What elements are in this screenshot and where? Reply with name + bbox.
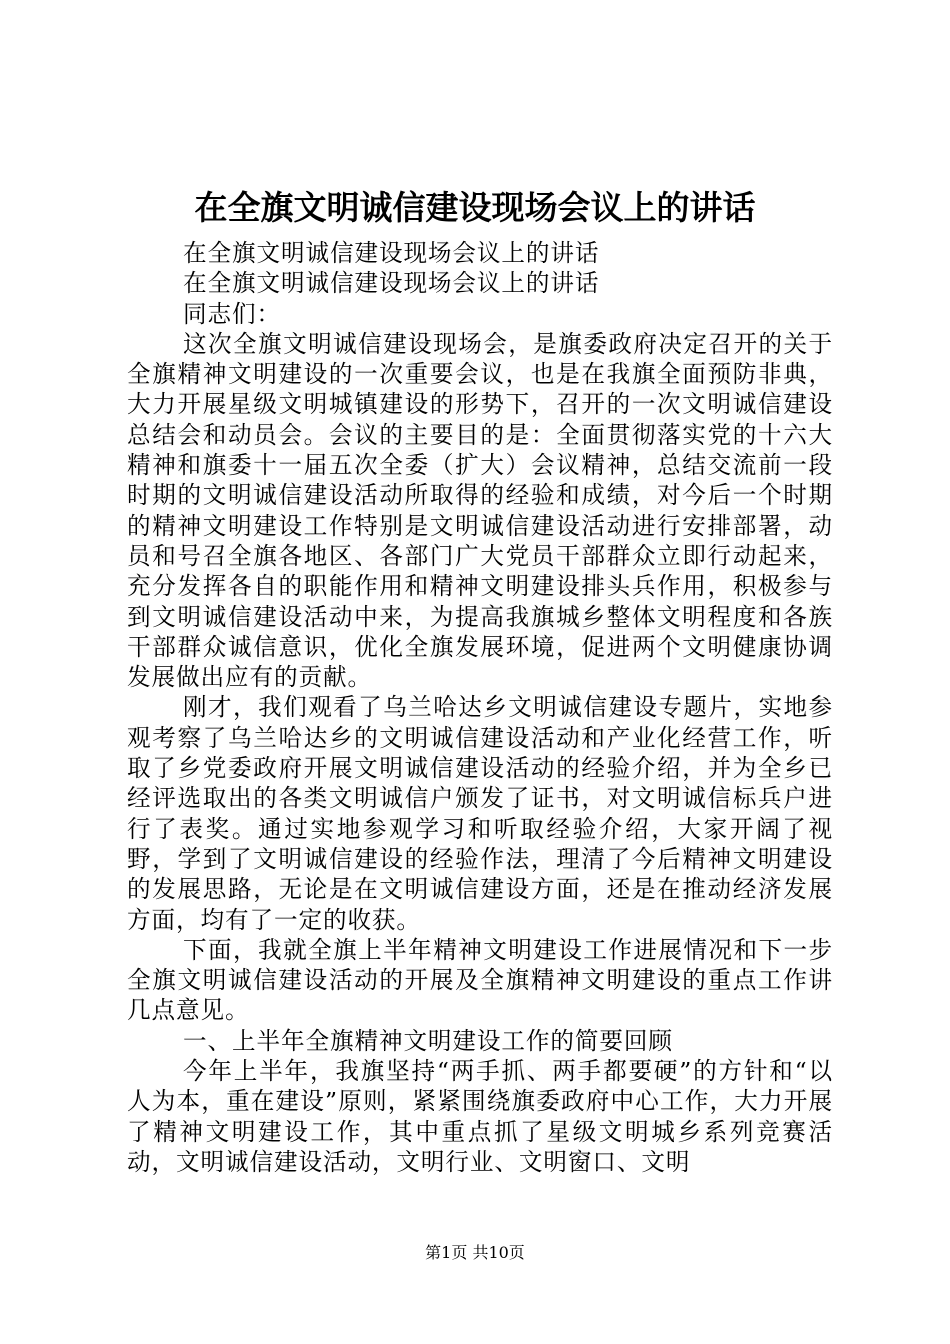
document-body (127, 238, 833, 1177)
body-paragraph: 这次全旗文明诚信建设现场会，是旗委政府决定召开的关于全旗精神文明建设的一次重要会议，也是在我旗全面预防非典，大力开展星级文明城镇建设的形势下，召开的一次文明诚信建设总结会和动员会。会议的主要目的是：全面贯彻落实党的十六大精神和旗委十一届五次全委（扩大）会议精神，总结交流前一段时期的文明诚信建设活动所取得的经验和成绩，对今后一个时期的精神文明建设工作特别是文明诚信建设活动进行安排部署，动员和号召全旗各地区、各部门广大党员干部群众立即行动起来，充分发挥各自的职能作用和精神文明建设排头兵作用，积极参与到文明诚信建设活动中来，为提高我旗城乡整体文明程度和各族干部群众诚信意识，优化全旗发展环境，促进两个文明健康协调发展做出应有的贡献。 (127, 329, 833, 692)
page-footer: 第1页 共10页 (425, 1243, 525, 1262)
body-paragraph: 下面，我就全旗上半年精神文明建设工作进展情况和下一步全旗文明诚信建设活动的开展及全旗精神文明建设的重点工作讲几点意见。 (127, 935, 833, 1025)
document-title: 在全旗文明诚信建设现场会议上的讲话 (194, 188, 756, 227)
subtitle-line: 在全旗文明诚信建设现场会议上的讲话 (183, 239, 600, 267)
body-paragraph: 今年上半年，我旗坚持“两手抓、两手都要硬”的方针和“以人为本，重在建设”原则，紧紧围绕旗委政府中心工作，大力开展了精神文明建设工作，其中重点抓了星级文明城乡系列竞赛活动，文明诚信建设活动，文明行业、文明窗口、文明 (127, 1057, 833, 1176)
body-paragraph: 刚才，我们观看了乌兰哈达乡文明诚信建设专题片，实地参观考察了乌兰哈达乡的文明诚信建设活动和产业化经营工作，听取了乡党委政府开展文明诚信建设活动的经验介绍，并为全乡已经评选取出的各类文明诚信户颁发了证书，对文明诚信标兵户进行了表奖。通过实地参观学习和听取经验介绍，大家开阔了视野，学到了文明诚信建设的经验作法，理清了今后精神文明建设的发展思路，无论是在文明诚信建设方面，还是在推动经济发展方面，均有了一定的收获。 (127, 693, 833, 934)
section-heading: 一、上半年全旗精神文明建设工作的简要回顾 (183, 1026, 673, 1055)
salutation: 同志们： (183, 299, 281, 328)
subtitle-line: 在全旗文明诚信建设现场会议上的讲话 (183, 269, 600, 298)
